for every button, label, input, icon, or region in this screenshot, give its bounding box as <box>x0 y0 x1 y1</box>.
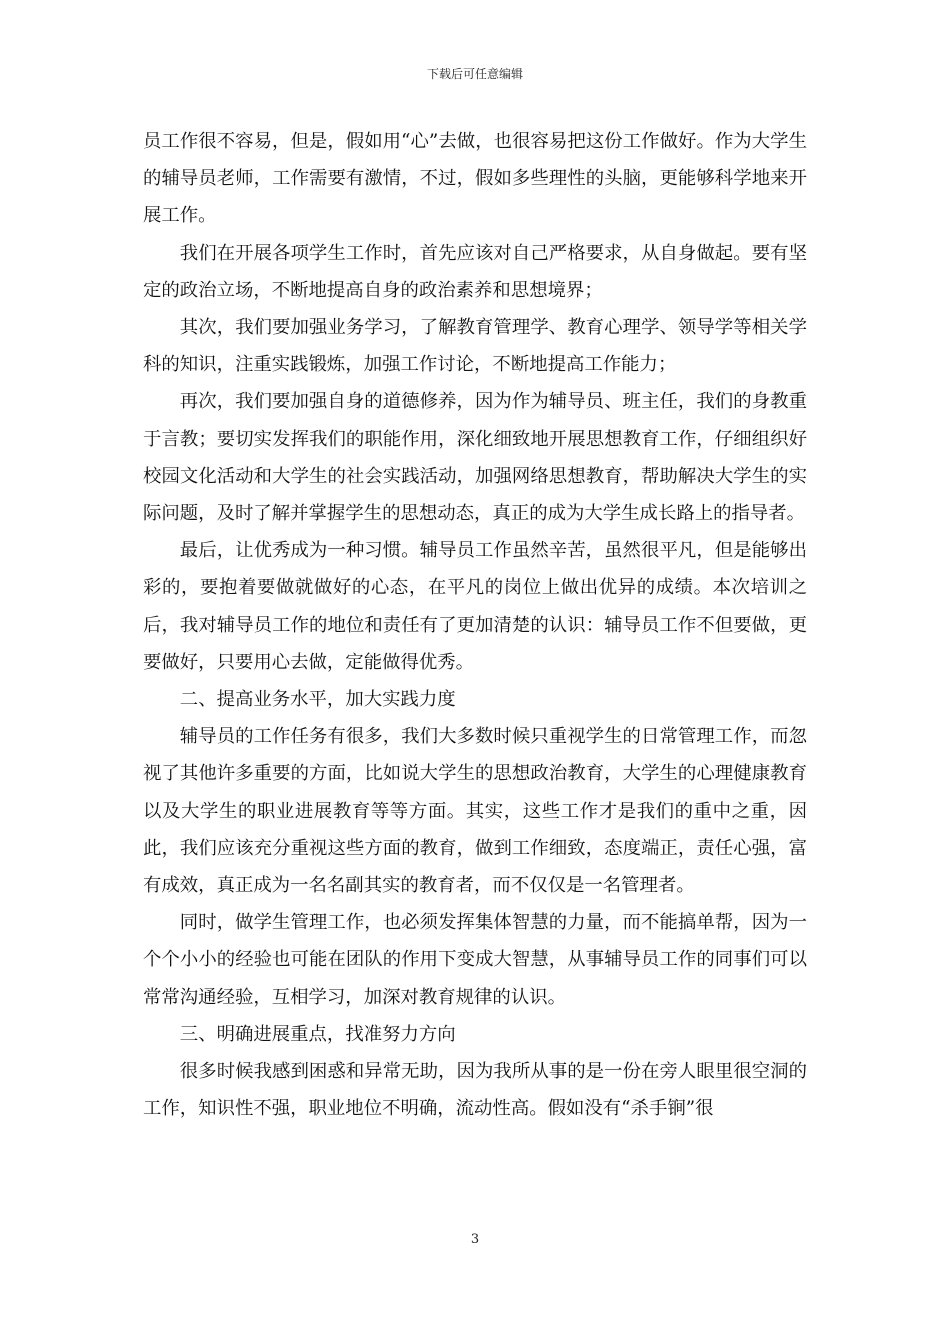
paragraph: 辅导员的工作任务有很多，我们大多数时候只重视学生的日常管理工作，而忽视了其他许多重要的方面，比如说大学生的思想政治教育，大学生的心理健康教育以及大学生的职业进展教育等等方面。其实，这些工作才是我们的重中之重，因此，我们应该充分重视这些方面的教育，做到工作细致，态度端正，责任心强，富有成效，真正成为一名名副其实的教育者，而不仅仅是一名管理者。 <box>143 726 807 897</box>
paragraph: 我们在开展各项学生工作时，首先应该对自己严格要求，从自身做起。要有坚定的政治立场，不断地提高自身的政治素养和思想境界； <box>143 242 807 301</box>
page-header-note: 下载后可任意编辑 <box>426 67 523 81</box>
page-number: 3 <box>470 1232 480 1247</box>
paragraph: 其次，我们要加强业务学习，了解教育管理学、教育心理学、领导学等相关学科的知识，注重实践锻炼，加强工作讨论，不断地提高工作能力； <box>143 317 807 376</box>
paragraph: 最后，让优秀成为一种习惯。辅导员工作虽然辛苦，虽然很平凡，但是能够出彩的，要抱着要做就做好的心态，在平凡的岗位上做出优异的成绩。本次培训之后，我对辅导员工作的地位和责任有了更加清楚的认识：辅导员工作不但要做，更要做好，只要用心去做，定能做得优秀。 <box>143 540 807 673</box>
paragraph-continuation: 员工作很不容易，但是，假如用“心”去做，也很容易把这份工作做好。作为大学生的辅导员老师，工作需要有激情，不过，假如多些理性的头脑，更能够科学地来开展工作。 <box>143 131 807 227</box>
paragraph: 很多时候我感到困惑和异常无助，因为我所从事的是一份在旁人眼里很空洞的工作，知识性不强，职业地位不明确，流动性高。假如没有“杀手锏”很 <box>143 1061 807 1120</box>
paragraph: 同时，做学生管理工作，也必须发挥集体智慧的力量，而不能搞单帮，因为一个个小小的经验也可能在团队的作用下变成大智慧，从事辅导员工作的同事们可以常常沟通经验，互相学习，加深对教育规律的认识。 <box>143 912 807 1008</box>
document-body <box>143 123 807 1127</box>
section-heading: 二、提高业务水平，加大实践力度 <box>179 689 456 711</box>
section-heading: 三、明确进展重点，找准努力方向 <box>179 1023 456 1045</box>
paragraph: 再次，我们要加强自身的道德修养，因为作为辅导员、班主任，我们的身教重于言教；要切实发挥我们的职能作用，深化细致地开展思想教育工作，仔细组织好校园文化活动和大学生的社会实践活动，加强网络思想教育，帮助解决大学生的实际问题，及时了解并掌握学生的思想动态，真正的成为大学生成长路上的指导者。 <box>143 391 807 525</box>
